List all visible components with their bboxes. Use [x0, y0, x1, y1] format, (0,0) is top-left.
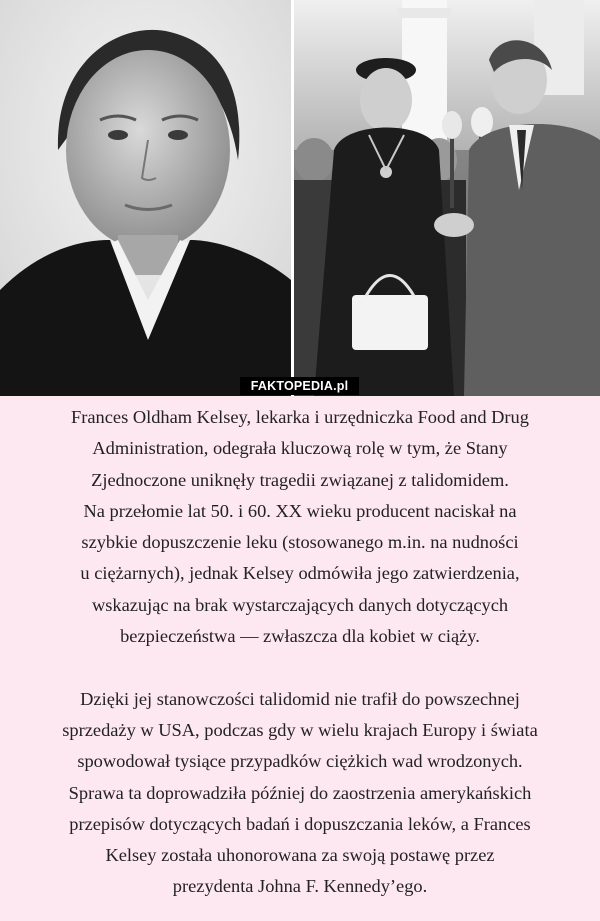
caption-line: prezydenta Johna F. Kennedy’ego.	[172, 876, 428, 897]
caption-line: spowodował tysiące przypadków ciężkich wad wrodzonych.	[77, 751, 523, 772]
photo-collage	[0, 0, 600, 396]
ceremony-image	[294, 0, 600, 396]
portrait-image	[0, 0, 291, 396]
caption-line: Frances Oldham Kelsey, lekarka i urzędniczka Food and Drug	[71, 407, 529, 427]
caption-line: bezpieczeństwa — zwłaszcza dla kobiet w ciąży.	[120, 626, 480, 647]
ceremony-photo	[294, 0, 600, 396]
portrait-photo	[0, 0, 291, 396]
caption-line: sprzedaży w USA, podczas gdy w wielu krajach Europy i świata	[62, 719, 538, 740]
caption-line: Administration, odegrała kluczową rolę w tym, że Stany	[92, 438, 508, 459]
caption-text	[8, 402, 592, 903]
caption-line: przepisów dotyczących badań i dopuszczania leków, a Frances	[69, 813, 531, 834]
caption-line: wskazując na brak wystarczających danych dotyczących	[91, 594, 509, 615]
caption-line: Kelsey została uhonorowana za swoją postawę przez	[105, 845, 495, 866]
caption-line: Sprawa ta doprowadziła później do zaostrzenia amerykańskich	[68, 782, 532, 803]
paragraph-spacer	[8, 652, 592, 683]
faktopedia-watermark: FAKTOPEDIA.pl	[240, 377, 359, 395]
caption-line: Zjednoczone uniknęły tragedii związanej z talidomidem.	[91, 469, 509, 490]
caption-line: szybkie dopuszczenie leku (stosowanego m.in. na nudności	[81, 532, 519, 553]
caption-line: u ciężarnych), jednak Kelsey odmówiła jego zatwierdzenia,	[80, 563, 520, 584]
caption-line: Na przełomie lat 50. i 60. XX wieku producent naciskał na	[83, 500, 517, 521]
caption-line: Dzięki jej stanowczości talidomid nie trafił do powszechnej	[80, 688, 520, 709]
